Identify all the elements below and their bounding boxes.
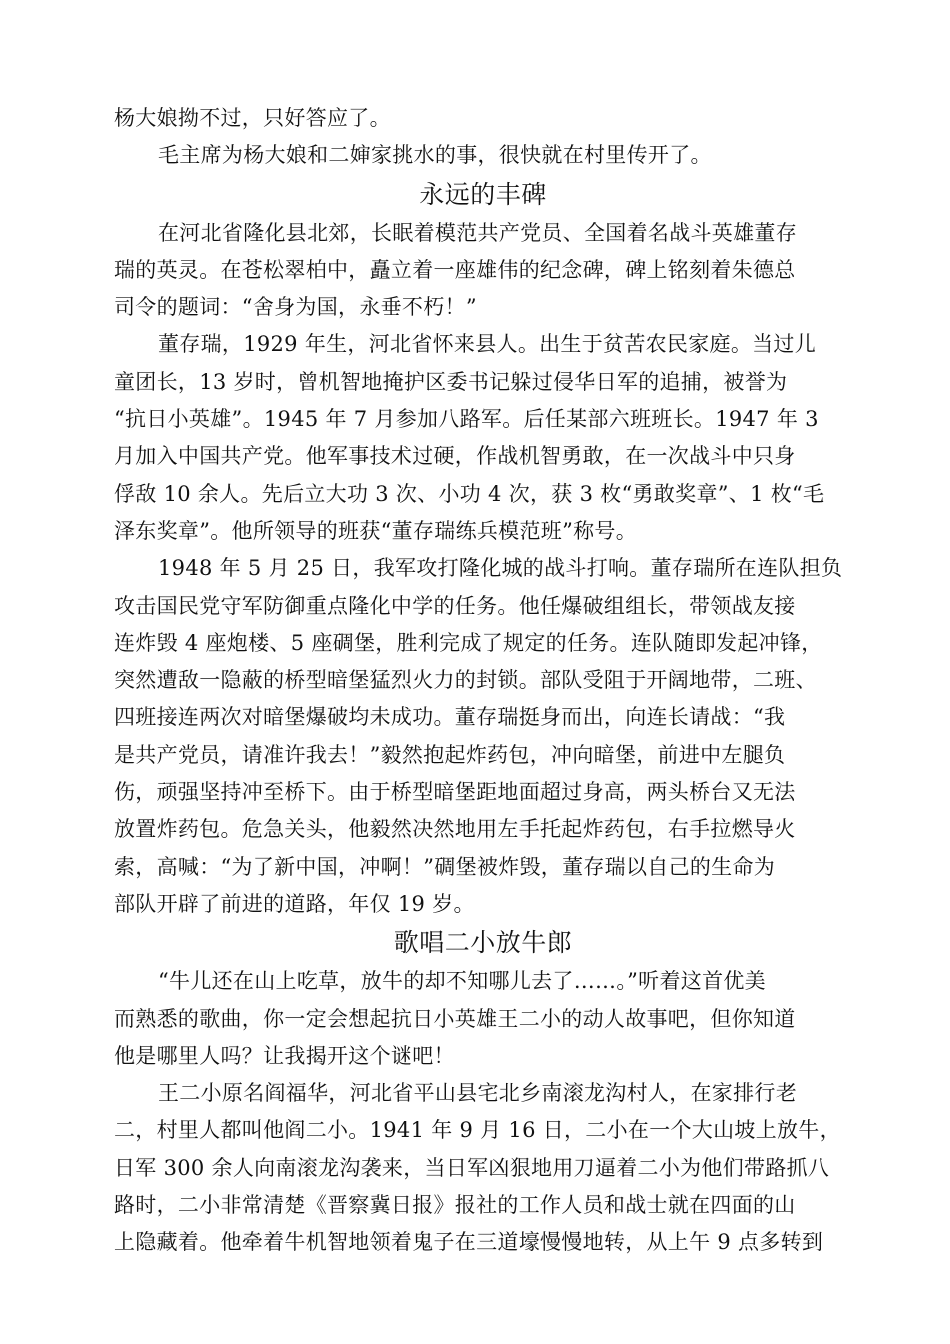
paragraph-line: 他是哪里人吗？让我揭开这个谜吧！ bbox=[114, 1043, 455, 1068]
paragraph-line: 泽东奖章”。他所领导的班获“董存瑞练兵模范班”称号。 bbox=[114, 518, 638, 543]
paragraph-line: 索，高喊：“为了新中国，冲啊！”碉堡被炸毁，董存瑞以自己的生命为 bbox=[114, 854, 776, 879]
paragraph-line: “牛儿还在山上吃草，放牛的却不知哪儿去了……。”听着这首优美 bbox=[158, 969, 766, 994]
paragraph-line: “抗日小英雄”。1945 年 7 月参加八路军。后任某部六班班长。1947 年 3 bbox=[114, 407, 819, 432]
section-heading: 永远的丰碑 bbox=[419, 179, 547, 209]
paragraph-line: 王二小原名阎福华，河北省平山县宅北乡南滚龙沟村人，在家排行老 bbox=[158, 1081, 797, 1106]
paragraph-line: 是共产党员，请准许我去！”毅然抱起炸药包，冲向暗堡，前进中左腿负 bbox=[114, 742, 786, 767]
document-page bbox=[114, 100, 852, 1262]
paragraph-line: 1948 年 5 月 25 日，我军攻打隆化城的战斗打响。董存瑞所在连队担负 bbox=[158, 556, 843, 581]
paragraph-line: 瑞的英灵。在苍松翠柏中，矗立着一座雄伟的纪念碑，碑上铭刻着朱德总 bbox=[114, 257, 796, 282]
paragraph-line: 而熟悉的歌曲，你一定会想起抗日小英雄王二小的动人故事吧，但你知道 bbox=[114, 1006, 796, 1031]
paragraph-line: 童团长，13 岁时，曾机智地掩护区委书记躲过侵华日军的追捕，被誉为 bbox=[114, 369, 788, 394]
paragraph-line: 攻击国民党守军防御重点隆化中学的任务。他任爆破组组长，带领战友接 bbox=[114, 593, 796, 618]
paragraph-line: 路时，二小非常清楚《晋察冀日报》报社的工作人员和战士就在四面的山 bbox=[114, 1193, 796, 1218]
paragraph-line: 司令的题词：“舍身为国，永垂不朽！” bbox=[114, 295, 477, 320]
paragraph-line: 上隐藏着。他牵着牛机智地领着鬼子在三道壕慢慢地转，从上午 9 点多转到 bbox=[114, 1230, 824, 1255]
paragraph-line: 伤，顽强坚持冲至桥下。由于桥型暗堡距地面超过身高，两头桥台又无法 bbox=[114, 780, 796, 805]
paragraph-line: 俘敌 10 余人。先后立大功 3 次、小功 4 次，获 3 枚“勇敢奖章”、1 枚“毛 bbox=[114, 481, 825, 506]
paragraph-line: 部队开辟了前进的道路，年仅 19 岁。 bbox=[114, 891, 475, 916]
paragraph-line: 月加入中国共产党。他军事技术过硬，作战机智勇敢，在一次战斗中只身 bbox=[114, 444, 796, 469]
paragraph-line: 放置炸药包。危急关头，他毅然决然地用左手托起炸药包，右手拉燃导火 bbox=[114, 817, 796, 842]
paragraph-line: 毛主席为杨大娘和二婶家挑水的事，很快就在村里传开了。 bbox=[158, 143, 712, 168]
paragraph-line: 董存瑞，1929 年生，河北省怀来县人。出生于贫苦农民家庭。当过儿 bbox=[158, 332, 817, 357]
paragraph-line: 二，村里人都叫他阎二小。1941 年 9 月 16 日，二小在一个大山坡上放牛， bbox=[114, 1118, 841, 1143]
paragraph-line: 杨大娘拗不过，只好答应了。 bbox=[114, 106, 391, 130]
paragraph-line: 四班接连两次对暗堡爆破均未成功。董存瑞挺身而出，向连长请战：“我 bbox=[114, 705, 786, 730]
section-heading: 歌唱二小放牛郎 bbox=[393, 928, 573, 958]
paragraph-line: 连炸毁 4 座炮楼、5 座碉堡，胜利完成了规定的任务。连队随即发起冲锋， bbox=[114, 630, 823, 655]
paragraph-line: 在河北省隆化县北郊，长眠着模范共产党员、全国着名战斗英雄董存 bbox=[158, 220, 797, 245]
paragraph-line: 日军 300 余人向南滚龙沟袭来，当日军凶狠地用刀逼着二小为他们带路抓八 bbox=[114, 1155, 830, 1180]
paragraph-line: 突然遭敌一隐蔽的桥型暗堡猛烈火力的封锁。部队受阻于开阔地带，二班、 bbox=[114, 668, 817, 693]
